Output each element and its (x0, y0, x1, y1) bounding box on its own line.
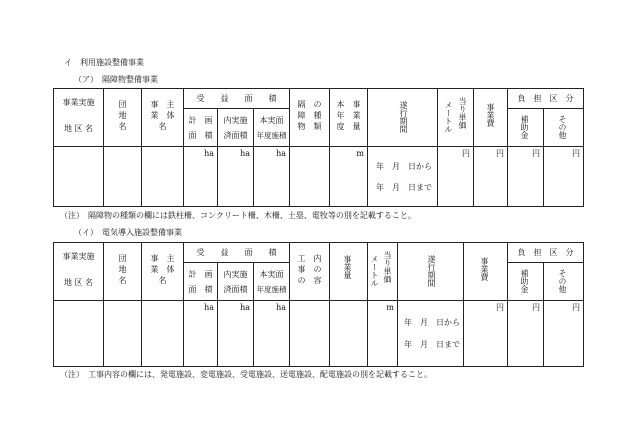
h-year-qty-cell: 本 事 年 業 度 量 (330, 89, 368, 147)
date-to: 年 月 日まで (404, 340, 461, 349)
h-benefit-cell: 受 益 面 積 (184, 243, 290, 263)
h-unit-price-cell: メートル 当り単価 (368, 243, 398, 301)
h-done-cell: 内実施 済面積 (218, 109, 254, 147)
table1-note: （注） 隔障物の種類の欄には鉄柱柵、コンクリート柵、木柵、土塁、電牧等の別を記載すること。 (60, 211, 416, 220)
h-subsidy-cell: 補助金 (508, 263, 544, 301)
table1 (53, 88, 584, 207)
date-from: 年 月 日から (404, 318, 461, 327)
h-period-cell: 遂行期間 (398, 243, 464, 301)
h-other-cell: その他 (544, 263, 584, 301)
h-other-cell: その他 (544, 109, 584, 147)
h-area-cell: 事業実施 地 区 名 (54, 89, 104, 147)
table2-note: （注） 工事内容の欄には、発電施設、変電施設、受電施設、送電施設、配電施設の別を記載すること。 (60, 370, 432, 379)
table2 (53, 242, 584, 367)
table2-data-row: ha ha ha m 年 月 日から 年 月 日まで 円 円 円 (54, 301, 584, 367)
h-sponsor-cell: 事 主 業 体 名 (142, 89, 184, 147)
h-cost-cell: 事業費 (474, 89, 508, 147)
date-to: 年 月 日まで (376, 183, 433, 192)
h-plan-cell: 計 画 面 積 (184, 263, 218, 301)
table1-data-row: ha ha ha m 年 月 日から 年 月 日まで 円 円 円 円 (54, 147, 584, 207)
h-cost-cell: 事業費 (464, 243, 508, 301)
h-subsidy-cell: 補助金 (508, 109, 544, 147)
h-period-cell: 遂行期間 (368, 89, 438, 147)
h-burden-cell: 負 担 区 分 (508, 243, 584, 263)
table1-title: （ア） 隔障物整備事業 (74, 75, 158, 84)
h-danchi-cell: 団 地 名 (104, 89, 142, 147)
section-title: イ 利用施設整備事業 (64, 58, 144, 67)
h-sponsor-cell: 事 主 業 体 名 (142, 243, 184, 301)
h-this-year-cell: 本実面 年度施積 (254, 263, 290, 301)
h-done-cell: 内実施 済面積 (218, 263, 254, 301)
h-burden-cell: 負 担 区 分 (508, 89, 584, 109)
h-benefit-cell: 受 益 面 積 (184, 89, 290, 109)
h-work-cell: 工 内 事 の の 容 (290, 243, 330, 301)
h-plan-cell: 計 画 面 積 (184, 109, 218, 147)
h-kind-cell: 隔 の 障 種 物 類 (290, 89, 330, 147)
h-this-year-cell: 本実面 年度施積 (254, 109, 290, 147)
h-area-cell: 事業実施 地 区 名 (54, 243, 104, 301)
table2-title: （イ） 電気導入施設整備事業 (74, 228, 182, 237)
h-qty-cell: 事業量 (330, 243, 368, 301)
h-unit-price-cell: メートル 当り単価 (438, 89, 474, 147)
h-danchi-cell: 団 地 名 (104, 243, 142, 301)
date-from: 年 月 日から (376, 162, 433, 171)
